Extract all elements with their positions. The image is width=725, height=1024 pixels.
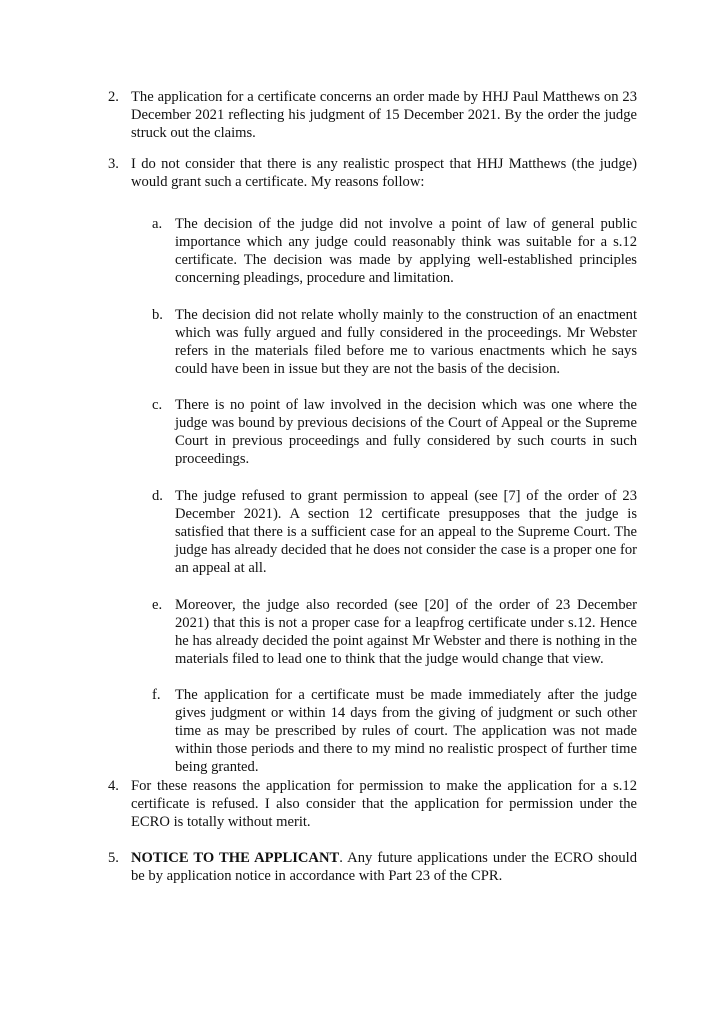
reason-text: Moreover, the judge also recorded (see [20] of the order of 23 December 2021) that this is not a proper case for a leapfrog certificate under s.12. Hence he has already decided the point against Mr Webster and there is nothing in the materials filed to lead one to think that the judge would change that view. <box>175 597 637 667</box>
reason-letter: a. <box>152 216 163 232</box>
reason-letter: b. <box>152 307 163 323</box>
reason-letter: c. <box>152 397 163 413</box>
reason-b <box>152 306 637 378</box>
reason-letter: d. <box>152 488 163 504</box>
paragraph-number: 2. <box>108 89 119 105</box>
reason-text: The decision of the judge did not involve a point of law of general public importance which any judge could reasonably think was suitable for a s.12 certificate. The decision was made by applying well-established principles concerning pleadings, procedure and limitation. <box>175 216 637 286</box>
paragraph-5 <box>108 849 637 885</box>
reason-text: There is no point of law involved in the decision which was one where the judge was bound by previous decisions of the Court of Appeal or the Supreme Court in previous proceedings and fully considered by such courts in such proceedings. <box>175 397 637 467</box>
reason-c <box>152 396 637 468</box>
paragraph-text: For these reasons the application for permission to make the application for a s.12 certificate is refused. I also consider that the application for permission under the ECRO is totally without merit. <box>131 778 637 830</box>
reason-letter: f. <box>152 687 161 703</box>
reason-letter: e. <box>152 597 163 613</box>
reason-text: The decision did not relate wholly mainly to the construction of an enactment which was fully argued and fully considered in the proceedings. Mr Webster refers in the materials filed before me to various enactments which he says could have been in issue but they are not the basis of the decision. <box>175 307 637 377</box>
paragraph-number: 5. <box>108 850 119 866</box>
paragraph-number: 4. <box>108 778 119 794</box>
paragraph-text <box>131 849 637 885</box>
paragraph-text: I do not consider that there is any realistic prospect that HHJ Matthews (the judge) would grant such a certificate. My reasons follow: <box>131 156 637 190</box>
notice-text: . Any future applications under the ECRO should be by application notice in accordance with Part 23 of the CPR. <box>131 850 638 884</box>
notice-heading: NOTICE TO THE APPLICANT <box>131 850 340 866</box>
reason-f <box>152 686 637 776</box>
paragraph-number: 3. <box>108 156 119 172</box>
reason-text: The application for a certificate must be made immediately after the judge gives judgment or within 14 days from the giving of judgment or such other time as may be prescribed by rules of court. The application was not made within those periods and there to my mind no realistic prospect of further time being granted. <box>175 687 637 775</box>
paragraph-text: The application for a certificate concerns an order made by HHJ Paul Matthews on 23 December 2021 reflecting his judgment of 15 December 2021. By the order the judge struck out the claims. <box>131 89 637 141</box>
reason-d <box>152 487 637 577</box>
paragraph-4 <box>108 777 637 831</box>
paragraph-3 <box>108 155 637 191</box>
paragraph-2 <box>108 88 637 142</box>
reason-text: The judge refused to grant permission to appeal (see [7] of the order of 23 December 2021). A section 12 certificate presupposes that the judge is satisfied that there is a sufficient case for an appeal to the Supreme Court. The judge has already decided that he does not consider the case is a proper one for an appeal at all. <box>175 488 637 576</box>
reason-a <box>152 215 637 287</box>
reason-e <box>152 596 637 668</box>
